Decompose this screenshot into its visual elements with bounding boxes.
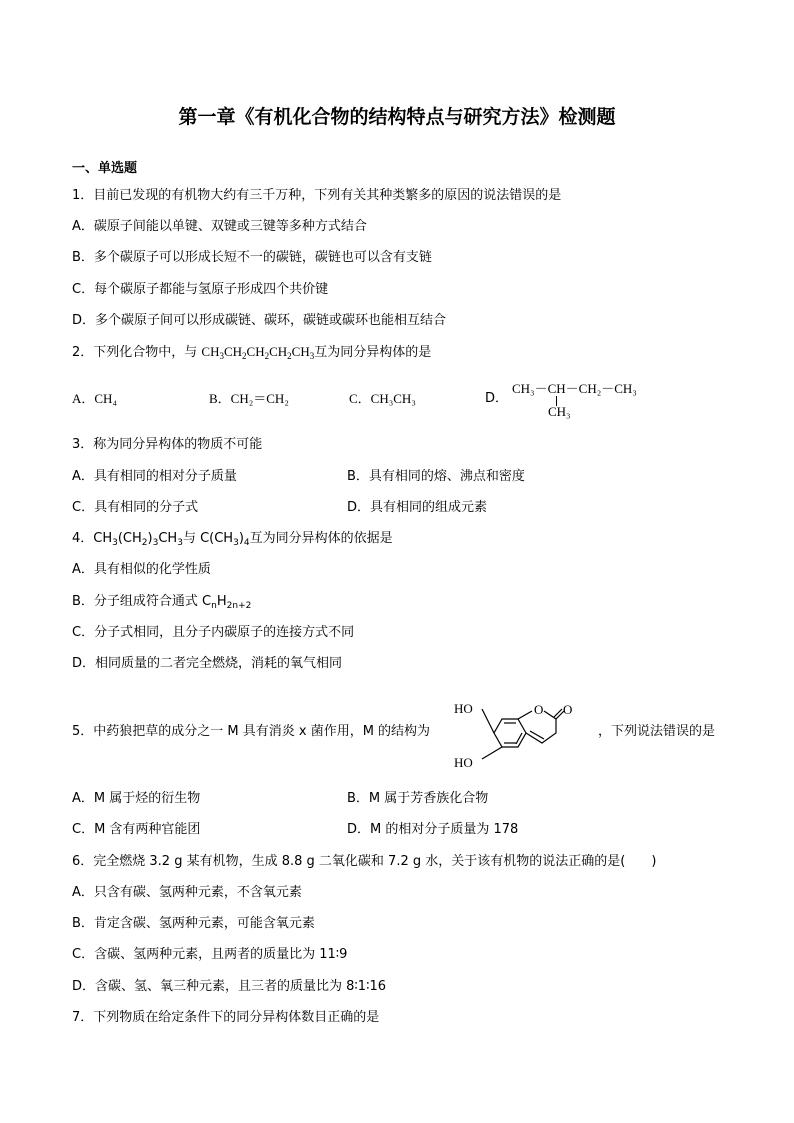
q3-option-b: B．具有相同的熔、沸点和密度 [347, 469, 525, 484]
q3-option-c: C．具有相同的分子式 [72, 500, 199, 515]
q3-option-a: A．具有相同的相对分子质量 [72, 469, 237, 484]
q2-formula: $CH_3CH_2CH_2CH_2CH_3$ [201, 344, 315, 361]
q1-option-c: C．每个碳原子都能与氢原子形成四个共价键 [72, 282, 329, 297]
q1-option-b: B．多个碳原子可以形成长短不一的碳链，碳链也可以含有支链 [72, 250, 432, 265]
carbonyl-oxygen-label: O [563, 702, 573, 717]
q2-option-a: A．CH₄ [72, 391, 117, 406]
q5-stem-pre: 5．中药狼把草的成分之一 M 具有消炎 x 菌作用，M 的结构为 [72, 724, 431, 739]
q6-option-c: C．含碳、氢两种元素，且两者的质量比为 11∶9 [72, 947, 348, 962]
hydroxyl-label-top: HO [454, 701, 473, 716]
q5-option-d: D．M 的相对分子质量为 178 [347, 822, 519, 837]
section-heading: 一、单选题 [72, 161, 138, 176]
ring-bond-o [518, 711, 532, 719]
q3-stem: 3．称为同分异构体的物质不可能 [72, 437, 263, 452]
structure-main-chain: CH₃－CH－CH₂－CH₃ [512, 381, 637, 396]
page-title: 第一章《有机化合物的结构特点与研究方法》检测题 [178, 106, 616, 128]
q5-option-b: B．M 属于芳香族化合物 [347, 791, 489, 806]
q4-option-d: D．相同质量的二者完全燃烧，消耗的氧气相同 [72, 656, 343, 671]
q1-option-a: A．碳原子间能以单键、双键或三键等多种方式结合 [72, 219, 367, 234]
q3-option-d: D．具有相同的组成元素 [347, 500, 488, 515]
q4-stem: 4．$CH_3(CH_2)_3CH_3$与 $C(CH_3)_4$互为同分异构体的依据是 [72, 531, 393, 548]
q2-stem-post: 互为同分异构体的是 [314, 345, 432, 360]
q1-stem: 1．目前已发现的有机物大约有三千万种，下列有关其种类繁多的原因的说法错误的是 [72, 188, 562, 203]
q1-option-d: D．多个碳原子间可以形成碳链、碳环，碳链或碳环也能相互结合 [72, 313, 447, 328]
q6-stem: 6．完全燃烧 3.2 g 某有机物，生成 8.8 g 二氧化碳和 7.2 g 水，关于该有机物的说法正确的是( ) [72, 854, 657, 869]
q7-stem: 7．下列物质在给定条件下的同分异构体数目正确的是 [72, 1010, 380, 1025]
structure-branch: CH₃ [548, 404, 571, 419]
hydroxyl-label-bottom: HO [454, 755, 473, 770]
q4-option-b: B．分子组成符合通式 $C_nH_{2n+2}$ [72, 594, 252, 611]
q5-option-c: C．M 含有两种官能团 [72, 822, 201, 837]
q2-stem [72, 343, 431, 362]
q5-stem-post: ，下列说法错误的是 [598, 724, 716, 739]
q2-option-d-structure [512, 378, 662, 422]
q2-stem-pre: 2．下列化合物中，与 [72, 345, 202, 360]
q2-option-c: C．CH₃CH₃ [349, 391, 416, 406]
q6-option-b: B．肯定含碳、氢两种元素，可能含氧元素 [72, 916, 315, 931]
q6-option-a: A．只含有碳、氢两种元素，不含氧元素 [72, 885, 302, 900]
q4-option-c: C．分子式相同，且分子内碳原子的连接方式不同 [72, 625, 355, 640]
ring-oxygen-label: O [534, 702, 544, 717]
q2-option-b: B．CH₂＝CH₂ [209, 391, 289, 406]
q6-option-d: D．含碳、氢、氧三种元素，且三者的质量比为 8∶1∶16 [72, 979, 386, 994]
q4-option-a: A．具有相似的化学性质 [72, 562, 211, 577]
q5-option-a: A．M 属于烃的衍生物 [72, 791, 201, 806]
coumarin-structure [452, 697, 592, 773]
q2-option-d-label: D． [485, 391, 509, 406]
